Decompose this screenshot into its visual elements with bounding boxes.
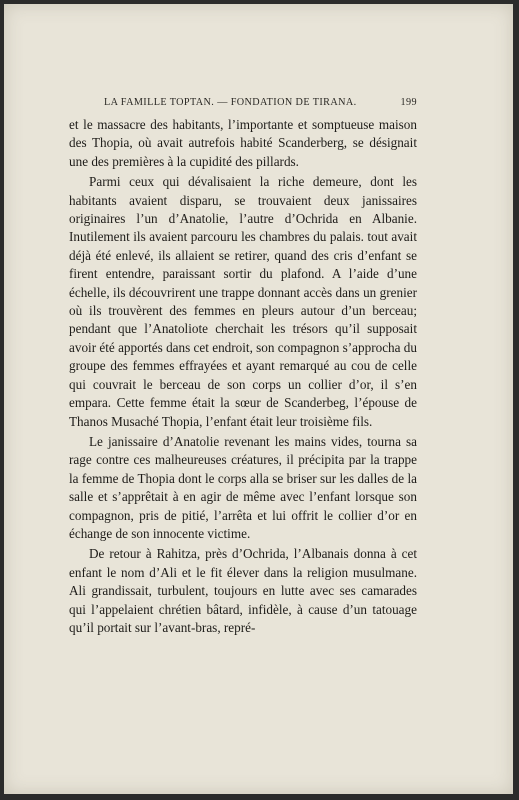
running-title: LA FAMILLE TOPTAN. — FONDATION DE TIRANA. [104,97,357,108]
running-header [104,97,417,111]
body-text [69,116,417,637]
paragraph-1: et le massacre des habitants, l’importante et somptueuse maison des Thopia, où avait autrefois habité Scanderberg, se désignait une des premières à la cupidité des pillards. [69,117,417,169]
paragraph-3: Le janissaire d’Anatolie revenant les mains vides, tourna sa rage contre ces malheureuses créatures, il précipita par la trappe la femme de Thopia dont le corps alla se briser sur les dalles de la salle et s’apprêtait à en agir de même avec l’enfant lorsque son compagnon, pris de pitié, l’arrêta et lui offrit le collier d’or en échange de son innocente victime. [69,433,417,541]
book-page [4,4,513,794]
page-number: 199 [400,97,417,108]
paragraph-2: Parmi ceux qui dévalisaient la riche demeure, dont les habitants avaient disparu, se trouvaient deux janissaires originaires l’un d’Anatolie, l’autre d’Ochrida en Albanie. Inutilement ils avaient parcouru les chambres du palais. tout avait déjà été enlevé, ils allaient se retirer, quand des cris d’enfant se firent entendre, paraissant sortir du plafond. A l’aide d’une échelle, ils découvrirent une trappe donnant accès dans un grenier où ils trouvèrent des femmes en pleurs autour d’un berceau; pendant que l’Anatoliote cherchait les trésors qu’il supposait avoir été apportés dans cet endroit, son compagnon s’approcha du groupe des femmes effrayées et ayant remarqué au cou de celle qui couvrait le berceau de son corps un collier d’or, il s’en empara. Cette femme était la sœur de Scanderbeg, l’épouse de Thanos Musaché Thopia, l’enfant était leur troisième fils. [69,174,417,429]
paragraph-4: De retour à Rahitza, près d’Ochrida, l’Albanais donna à cet enfant le nom d’Ali et le fit élever dans la religion musulmane. Ali grandissait, turbulent, toujours en lutte avec ses camarades qui l’appelaient chrétien bâtard, infidèle, à cause d’un tatouage qu’il portait sur l’avant-bras, repré- [69,546,417,635]
